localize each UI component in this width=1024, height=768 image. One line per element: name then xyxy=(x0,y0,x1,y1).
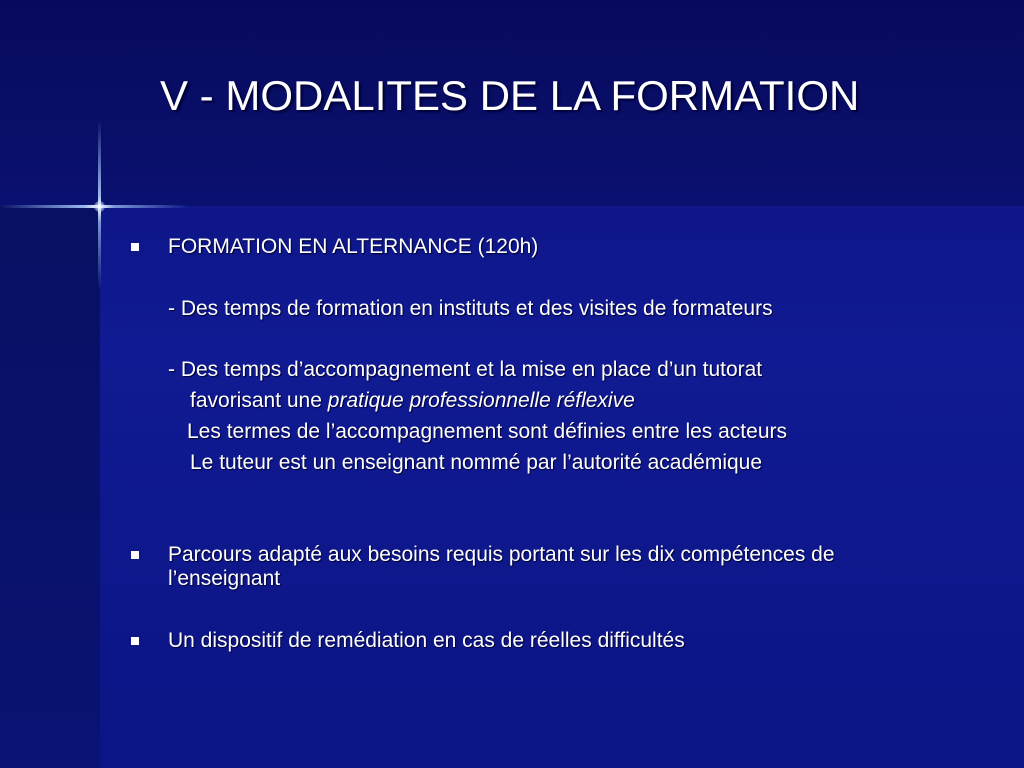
slide-title: V - MODALITES DE LA FORMATION xyxy=(160,72,860,119)
bullet1-line-termes: Les termes de l’accompagnement sont définies entre les acteurs xyxy=(187,420,787,443)
bullet2-line2: l’enseignant xyxy=(168,567,281,590)
bullet1-line-tuteur: Le tuteur est un enseignant nommé par l’autorité académique xyxy=(190,451,763,474)
bullet3-line1: Un dispositif de remédiation en cas de réelles difficultés xyxy=(168,629,685,652)
bullet-square-icon xyxy=(131,551,139,559)
bullet2-line1: Parcours adapté aux besoins requis portant sur les dix compétences de xyxy=(168,543,835,566)
light-flare-core xyxy=(94,201,105,212)
bullet-square-icon xyxy=(131,637,139,645)
bullet1-line-favorisant-prefix: favorisant une xyxy=(190,389,328,412)
bullet1-line-accompagnement: - Des temps d’accompagnement et la mise en place d’un tutorat xyxy=(168,358,763,381)
bullet1-line-favorisant-italic: pratique professionnelle réflexive xyxy=(327,389,635,412)
bullet1-line-formation: - Des temps de formation en instituts et des visites de formateurs xyxy=(168,297,773,320)
bullet1-line-favorisant xyxy=(190,388,635,414)
bullet1-heading: FORMATION EN ALTERNANCE (120h) xyxy=(168,235,539,258)
bullet-square-icon xyxy=(131,243,139,251)
left-band xyxy=(0,206,100,768)
